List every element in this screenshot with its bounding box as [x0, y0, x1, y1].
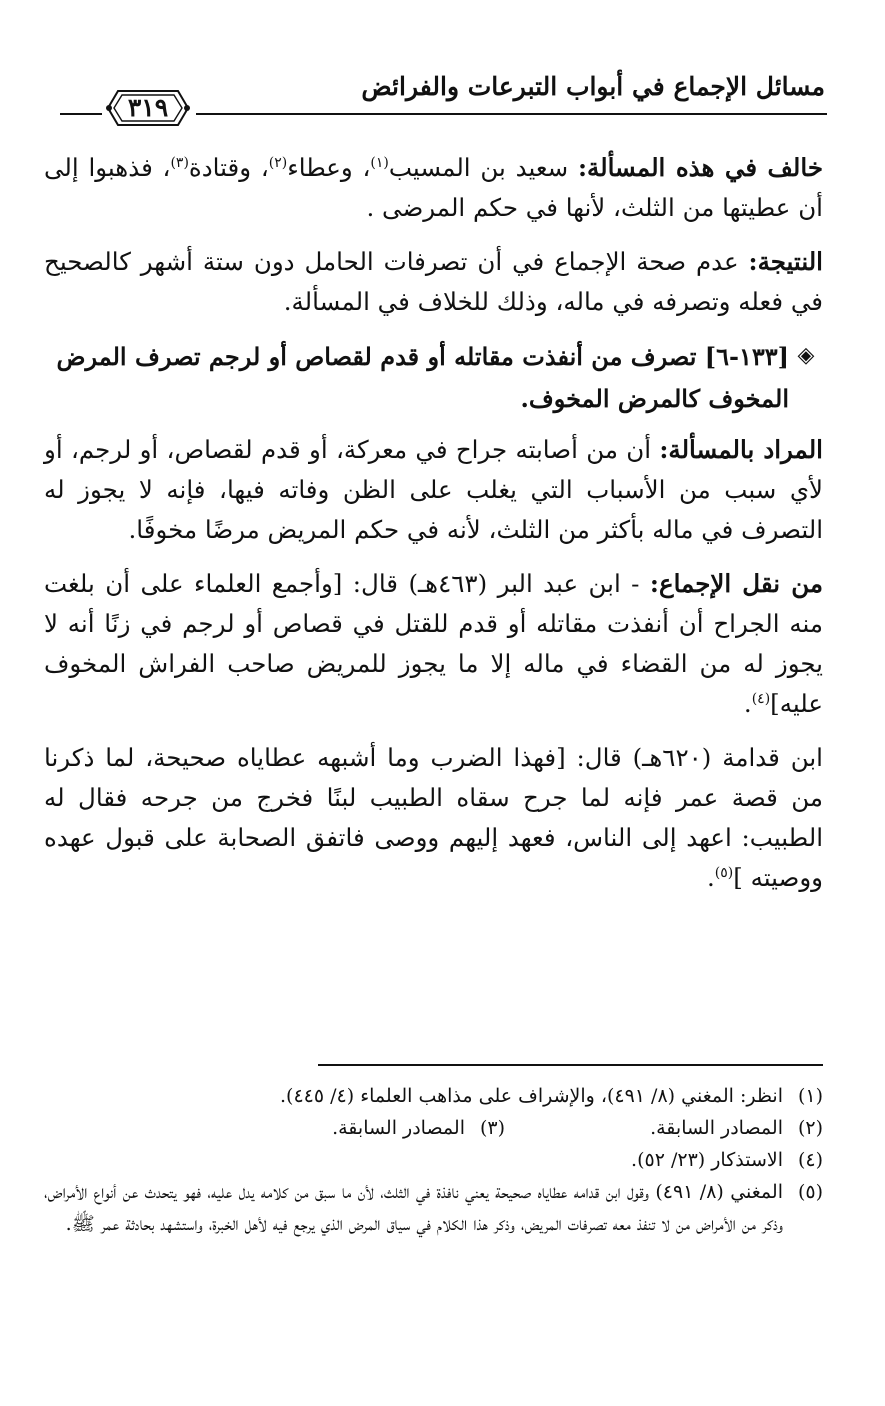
footnote-text: المصادر السابقة.: [650, 1117, 783, 1139]
footnote-2: [505, 1112, 823, 1144]
footnote-5: [44, 1176, 823, 1240]
footnote-ref[interactable]: (٥): [714, 864, 734, 881]
paragraph-text: ، وقتادة: [188, 153, 269, 182]
footnote-divider: [318, 1064, 823, 1066]
footnote-number: (٢): [797, 1117, 823, 1139]
paragraph-text: ، فذهبوا إلى أن عطيتها من الثلث، لأنها في حكم المرضى .: [44, 153, 823, 222]
paragraph-text: أن من أصابته جراح في معركة، أو قدم لقصاص، أو لرجم، أو لأي سبب من الأسباب التي يغلب على الظن وفاته فيها، فإنه لا يجوز له التصرف في ماله بأكثر من الثلث، لأنه في حكم المريض مرضًا مخوفًا.: [44, 435, 823, 544]
section-title: [١٣٣-٦] تصرف من أنفذت مقاتله أو قدم لقصاص أو لرجم تصرف المرض المخوف كالمرض المخوف.: [56, 342, 789, 413]
paragraph-text: .: [707, 863, 715, 892]
running-title: مسائل الإجماع في أبواب التبرعات والفرائض: [361, 72, 825, 101]
main-text: [44, 148, 823, 912]
header-rule-left: [60, 113, 102, 115]
footnote-3: [44, 1112, 505, 1144]
footnote-2-3: [44, 1112, 823, 1144]
paragraph-label: خالف في هذه المسألة:: [577, 153, 823, 182]
paragraph-label: المراد بالمسألة:: [659, 435, 823, 464]
paragraph-text: سعيد بن المسيب: [388, 153, 578, 182]
footnote-1: [44, 1080, 823, 1112]
footnote-4: [44, 1144, 823, 1176]
paragraph-meaning: [44, 430, 823, 550]
paragraph-text: عدم صحة الإجماع في أن تصرفات الحامل دون ستة أشهر كالصحيح في فعله وتصرفه في ماله، وذلك للخلاف في المسألة.: [44, 247, 823, 316]
paragraph-consensus: [44, 564, 823, 724]
paragraph-dissent: [44, 148, 823, 228]
footnote-number: (٣): [479, 1117, 505, 1139]
footnote-ref[interactable]: (٣): [170, 154, 189, 171]
page-number: ٣١٩: [127, 93, 169, 122]
footnote-ref[interactable]: (١): [370, 154, 389, 171]
diamond-icon: ◈: [797, 343, 815, 368]
footnote-text: المصادر السابقة.: [332, 1117, 465, 1139]
section-heading: [44, 336, 823, 420]
paragraph-text: ، وعطاء: [287, 153, 371, 182]
paragraph-text: ابن قدامة (٦٢٠هـ) قال: [فهذا الضرب وما أشبهه عطاياه صحيحة، لما ذكرنا من قصة عمر فإنه لما جرح سقاه الطبيب لبنًا فخرج من جرحه فقال له الطبيب: اعهد إلى الناس، فعهد إليهم ووصى فاتفق الصحابة على قبول عهده ووصيته ]: [44, 743, 823, 892]
page-number-ornament: [104, 87, 192, 129]
footnote-ref[interactable]: (٤): [751, 690, 771, 707]
paragraph-text: - ابن عبد البر (٤٦٣هـ) قال: [وأجمع العلماء على أن بلغت منه الجراح أن أنفذت مقاتله أو قدم للقتل في قصاص أو لرجم في زنًا أنه لا يجوز له من القضاء في ماله إلا ما يجوز للمريض صاحب الفراش المخوف عليه]: [44, 569, 823, 718]
paragraph-label: من نقل الإجماع:: [649, 569, 823, 598]
footnote-number: (٤): [797, 1149, 823, 1171]
footnote-number: (٥): [797, 1181, 823, 1203]
footnote-text: المغني (٨/ ٤٩١) وقول ابن قدامه عطاياه صحيحة يعني نافذة في الثلث، لأن ما سبق من كلامه يدل عليه، فهو يتحدث عن أنواع الأمراض، وذكر من الأمراض من لا تنفذ معه تصرفات المريض، وذكر هذا الكلام في سياق المرض الذي يرجع فيه لأهل الخبرة، واستشهد بحادثة عمر ﷺ.: [44, 1181, 783, 1235]
header-rule: [196, 113, 827, 115]
footnote-text: انظر: المغني (٨/ ٤٩١)، والإشراف على مذاهب العلماء (٤/ ٤٤٥).: [280, 1085, 783, 1107]
paragraph-text: .: [743, 689, 752, 718]
paragraph-ibn-qudama: [44, 738, 823, 898]
paragraph-label: النتيجة:: [748, 247, 823, 276]
footnotes: [44, 1080, 823, 1240]
footnote-number: (١): [797, 1085, 823, 1107]
paragraph-result: [44, 242, 823, 322]
footnote-text: الاستذكار (٢٣/ ٥٢).: [631, 1149, 783, 1171]
footnote-ref[interactable]: (٢): [268, 154, 288, 171]
